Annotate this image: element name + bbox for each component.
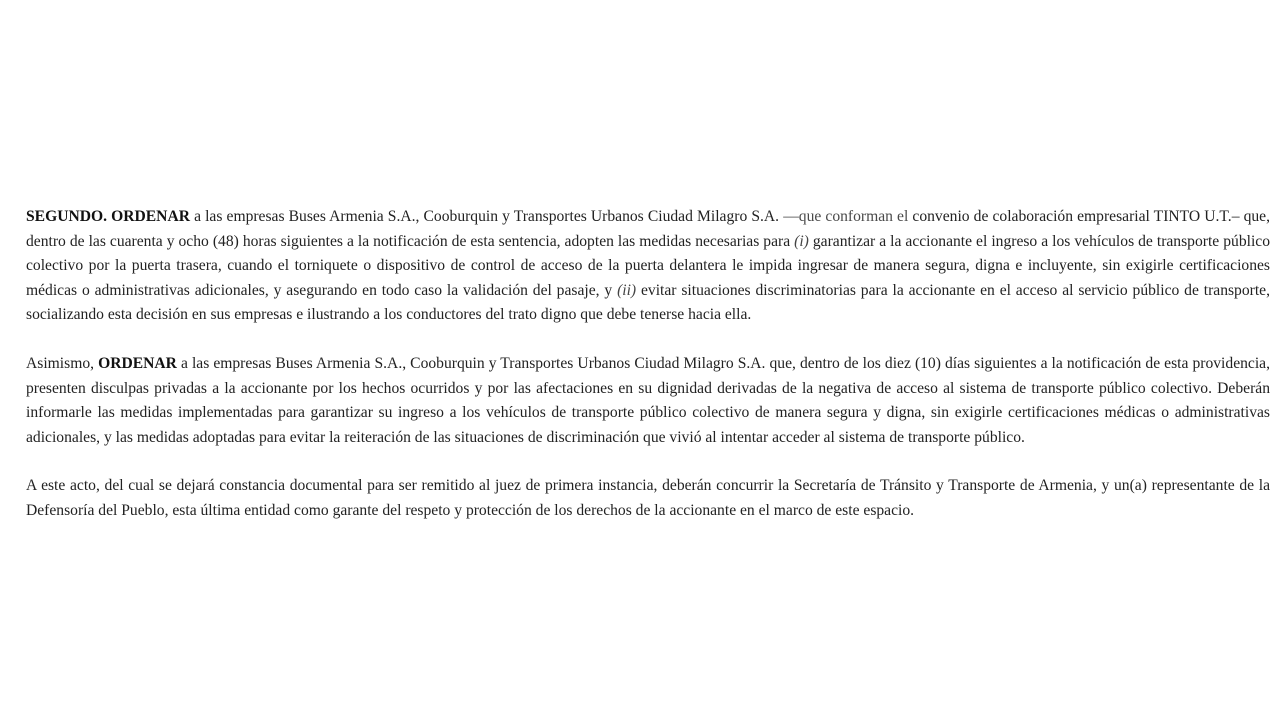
paragraph-text: evitar situaciones discriminatorias para la accionante en el acceso al servicio público de transporte, socializando esta decisión en sus empresas e ilustrando a los conductores del trato digno que debe tenerse hacia ella.	[26, 281, 1270, 324]
enumeration-marker: (i)	[794, 232, 809, 250]
enumeration-marker: (ii)	[617, 281, 637, 299]
document-body	[26, 205, 1270, 548]
paragraph-text: a las empresas Buses Armenia S.A., Cooburquin y Transportes Urbanos Ciudad Milagro S.A.	[189, 208, 784, 225]
paragraph-text: convenio de colaboración empresarial TINTO U.T.– que, dentro de las cuarenta y ocho (48) horas siguientes a la notificación de esta sentencia, adopten las medidas necesarias para	[26, 208, 1271, 250]
order-keyword: ORDENAR	[98, 354, 177, 372]
paragraph-text: —que conforman el	[783, 208, 909, 225]
paragraph-text: garantizar a la accionante el ingreso a los vehículos de transporte público colectivo por la puerta trasera, cuando el torniquete o dispositivo de control de acceso de la puerta delantera le impida ingresar de manera segura, digna e incluyente, sin exigirle certificaciones médicas o administrativas adicionales, y asegurando en todo caso la validación del pasaje, y	[26, 232, 1270, 299]
paragraph-acto: A este acto, del cual se dejará constancia documental para ser remitido al juez de primera instancia, deberán concurrir la Secretaría de Tránsito y Transporte de Armenia, y un(a) representante de la Defensoría del Pueblo, esta última entidad como garante del respeto y protección de los derechos de la accionante en el marco de este espacio.	[26, 477, 1270, 519]
order-keyword: ORDENAR	[111, 208, 190, 225]
section-heading: SEGUNDO.	[26, 208, 108, 225]
paragraph-asimismo	[26, 352, 1270, 450]
paragraph-text: a las empresas Buses Armenia S.A., Cooburquin y Transportes Urbanos Ciudad Milagro S.A. que, dentro de los diez (10) días siguientes a la notificación de esta providencia, presenten disculpas privadas a la accionante por los hechos ocurridos y por las afectaciones en su dignidad derivadas de la negativa de acceso al sistema de transporte público colectivo. Deberán informarle las medidas implementadas para garantizar su ingreso a los vehículos de transporte público colectivo de manera segura y digna, sin exigirle certificaciones médicas o administrativas adicionales, y las medidas adoptadas para evitar la reiteración de las situaciones de discriminación que vivió al intentar acceder al sistema de transporte público.	[26, 354, 1270, 446]
paragraph-text: Asimismo,	[26, 354, 99, 372]
paragraph-segundo	[26, 205, 1270, 328]
